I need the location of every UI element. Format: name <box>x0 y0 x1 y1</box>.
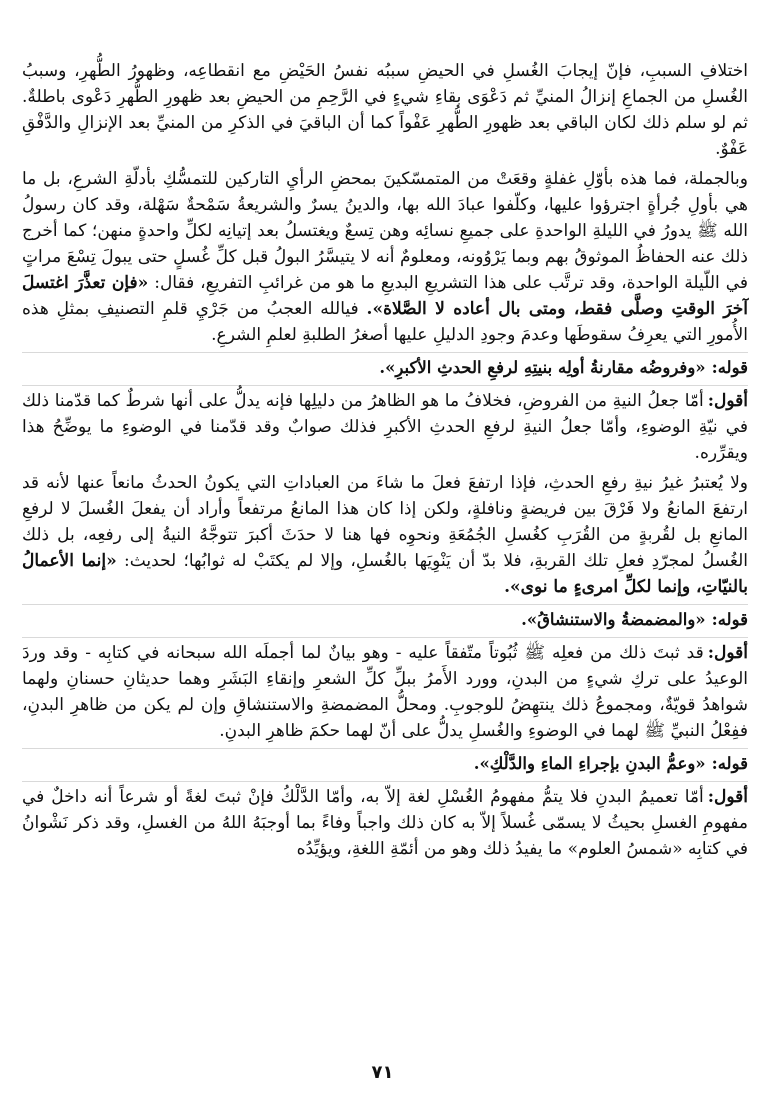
aqulu-label: أقول: <box>707 391 748 411</box>
qawluh-label: قوله: <box>711 754 748 773</box>
paragraph-2-text-b: فيالله العجبُ من جَرْيِ قلمِ التصنيفِ بمثلِ هذه الأُمورِ التي يعرِفُ سقوطَها وعدمَ وجودِ الدليلِ عليها أصغرُ الطلبةِ لعلمِ الشرعِ. <box>22 299 748 345</box>
paragraph-4 <box>22 470 748 600</box>
paragraph-5 <box>22 640 748 744</box>
quote-text-2: «والمضمضةُ والاستنشاقُ». <box>521 610 706 629</box>
quote-heading-3 <box>22 751 748 777</box>
paragraph-2-text-a: وبالجملة، فما هذه بأوّلِ غفلةٍ وقعَتْ من المتمسّكينَ بمحضِ الرأيِ التاركين للتمسُّكِ بأدلّةِ الشرعِ، بل ما هي بأولِ جُرأةٍ اجترؤوا عليها، وكلّفوا عبادَ الله بها، والدينُ يسرٌ والشريعةُ سَمْحةٌ سَهْلة، وقد كان رسولُ الله ﷺ يدورُ في الليلةِ الواحدةِ على جميعِ نسائِه وهن تِسعٌ ويغتسلُ بعد إتيانِه لكلِّ واحدةٍ منهن؛ كما أخرج ذلك عنه الحفاظُ الموثوقُ بهم وبما يَرْوُونه، ومعلومٌ أنه لا يتيسَّرُ البولُ قبل كلِّ غُسلٍ حتى يبولَ تِسْعَ مراتٍ في اللّيلة الواحدة، وقد ترتَّب على هذا التشريعِ البديعِ ما هو من غرائبِ التفريعِ، فقال: <box>22 169 748 293</box>
aqulu-label: أقول: <box>707 787 748 807</box>
section-divider <box>22 748 748 749</box>
paragraph-3 <box>22 388 748 466</box>
paragraph-2-quote: «فإن تعذَّرَ اغتسلَ آخرَ الوقتِ وصلَّى فقط، ومتى بال أعاده لا الصَّلاة». <box>22 273 748 319</box>
section-divider <box>22 637 748 638</box>
section-divider <box>22 385 748 386</box>
qawluh-label: قوله: <box>711 610 748 629</box>
paragraph-4-text: ولا يُعتبرُ غيرُ نيةِ رفعِ الحدثِ، فإذا ارتفعَ فعلَ ما شاءَ من العباداتِ التي يكونُ الحدثُ مانعاً عنها لأنه قد ارتفعَ المانعُ ولا فَرْقَ بين فريضةٍ ونافلةٍ، ولكن إذا كان هذا المانعُ مرتفعاً وأراد أن يفعلَ الغُسلَ لا لرفعِ المانعِ بل لقُربةٍ من القُرَبِ كغُسلِ الجُمُعَةِ ونحوِه فها هنا لا حدَثَ أكبرَ تتوجَّهُ النيةُ إلى رفعِه، بل ذلك الغُسلُ لمجرّدِ فعلِ تلك القربةِ، فلا بدّ أن يَنْوِيَها بالغُسلِ، وإلا لم يكتَبْ له ثوابُها؛ لحديث: <box>22 473 748 571</box>
aqulu-label: أقول: <box>707 643 748 663</box>
paragraph-1: اختلافِ السببِ، فإنّ إيجابَ الغُسلِ في الحيضِ سببُه نفسُ الحَيْضِ مع انقطاعِه، وظهورُ الطُّهرِ، وسببُ الغُسلِ من الجماعِ إنزالُ المنيِّ ثم دَعْوَى بقاءِ شيءٍ في الرَّحِمِ من الحيضِ بعد ظهورِ الطُّهرِ دَعْوى باطلةٌ. ثم لو سلم ذلك لكان الباقي بعد ظهورِ الطُّهرِ عَفْواً كما أن الباقيَ في الذكرِ من المنيِّ بعد الإنزالِ والدَّفْقِ عَفْوٌ. <box>22 61 748 159</box>
quote-text-1: «وفروضُه مقارنةُ أولِه بنيتِهِ لرفعِ الحدثِ الأكبرِ». <box>379 358 706 377</box>
paragraph-6 <box>22 784 748 862</box>
quote-text-3: «وعمُّ البدنِ بإجراءِ الماءِ والدَّلْكِ». <box>473 754 706 773</box>
paragraph-3-text: أمّا جعلُ النيةِ من الفروضِ، فخلافُ ما هو الظاهرُ من دليلِها فإنه يدلُّ على أنها شرطٌ كما قدّمنا ذلك في نيّةِ الوضوءِ، وأمّا جعلُ النيةِ لرفعِ الحدثِ الأكبرِ فذلك صوابٌ وقد قدّمنا في الوضوءِ ما يوضِّحُ هذا ويقرِّره. <box>22 391 748 463</box>
section-divider <box>22 781 748 782</box>
section-divider <box>22 604 748 605</box>
quote-heading-1 <box>22 355 748 381</box>
paragraph-2 <box>22 166 748 348</box>
qawluh-label: قوله: <box>711 358 748 377</box>
page-number: ٧١ <box>371 1062 394 1083</box>
paragraph-5-text: قد ثبتَ ذلك من فعلِه ﷺ ثُبُوتاً متّفقاً عليه - وهو بيانٌ لما أجملَه الله سبحانه في كتابِه - وقد وردَ الوعيدُ على تركِ شيءٍ من البدنِ، وورد الأَمرُ ببلِّ كلِّ الشعرِ وإنقاءِ البَشَرِ وهما حديثانِ حسنانِ ولهما شواهدُ قويّةٌ، ومجموعُ ذلك ينتهِضُ للوجوبِ. ومحلُّ المضمضةِ والاستنشاقِ وإن لم يكن من ظاهرِ البدنِ، ففِعْلُ النبيِّ ﷺ لهما في الوضوءِ والغُسلِ يدلُّ على أنّ لهما حكمَ ظاهرِ البدنِ. <box>22 643 748 741</box>
quote-heading-2 <box>22 607 748 633</box>
section-divider <box>22 352 748 353</box>
page-body <box>22 58 748 866</box>
paragraph-4-quote: «إنما الأعمالُ بالنيّاتِ، وإنما لكلِّ امرىءٍ ما نوى». <box>22 551 748 597</box>
paragraph-6-text: أمّا تعميمُ البدنِ فلا يتمُّ مفهومُ الغُسْلِ لغة إلاّ به، وأمّا الدَّلْكُ فإنْ ثبتَ لغةً أو شرعاً أنه داخلٌ في مفهومِ الغسلِ بحيثُ لا يسمّى غُسلاً إلاّ به كان ذلك واجباً وفاءً بما أوجبَهُ اللهُ من الغسلِ، وقد ذكر نَشْوانُ في كتابِه «شمسُ العلوم» ما يفيدُ ذلك وهو من أئمّةِ اللغةِ، ويؤيِّدُه <box>22 787 748 859</box>
